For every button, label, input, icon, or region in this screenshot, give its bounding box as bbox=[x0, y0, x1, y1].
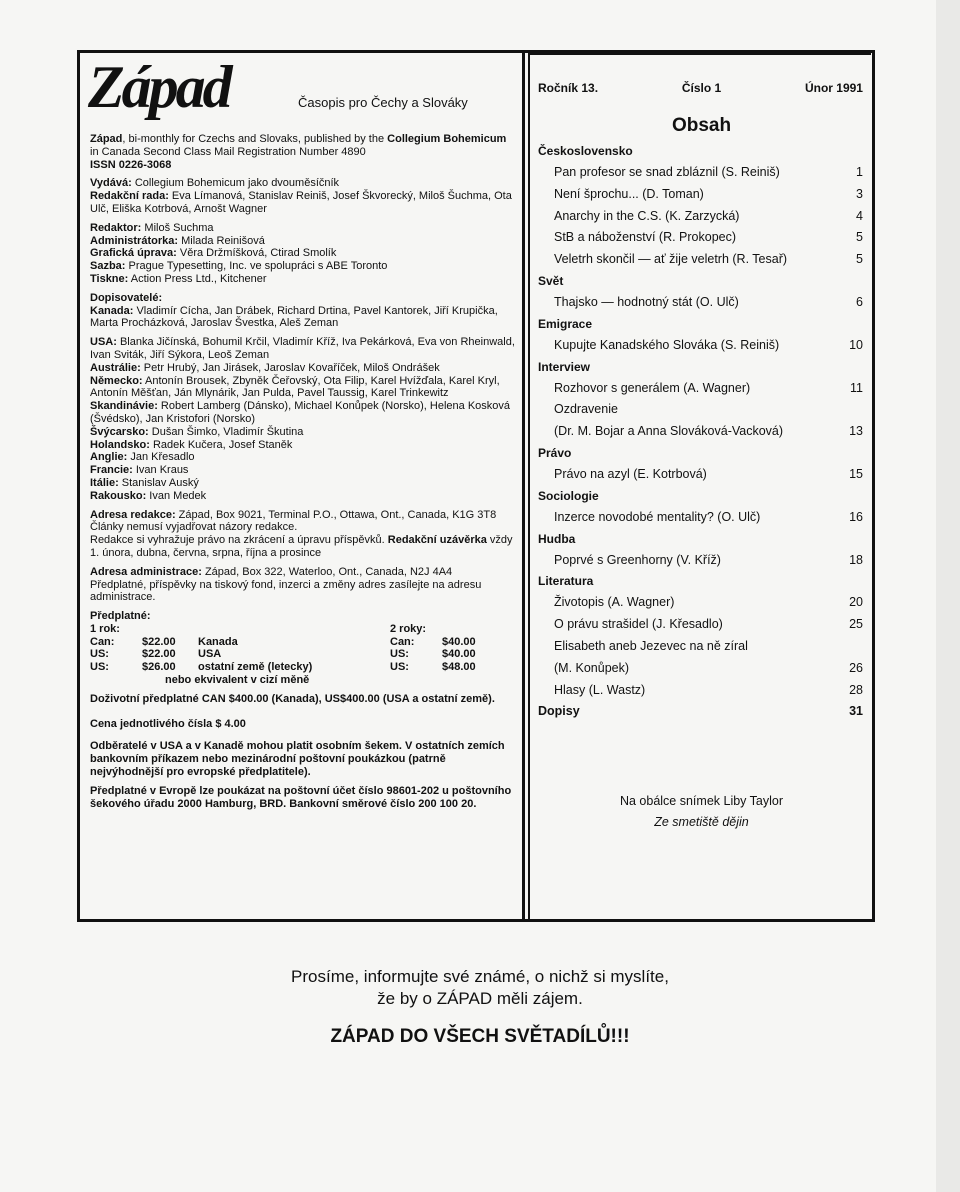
price-row bbox=[390, 648, 510, 661]
volume: Ročník 13. bbox=[538, 81, 599, 95]
issue-info bbox=[538, 81, 863, 95]
rakousko-label: Rakousko: bbox=[90, 489, 147, 502]
intro-bold-2: Collegium Bohemicum bbox=[387, 133, 507, 145]
uzaverka-text: vždy 1. února, dubna, června, srpna, října a prosince bbox=[90, 534, 513, 559]
appeal-line-1: Prosíme, informujte své známé, o nichž si myslíte, bbox=[291, 967, 669, 986]
toc-entry-page: 16 bbox=[849, 509, 863, 524]
toc-section-heading[interactable]: Sociologie bbox=[538, 488, 599, 503]
toc-entry-title: Rozhovor s generálem (A. Wagner) bbox=[554, 380, 751, 395]
redaktor-label: Redaktor: bbox=[90, 221, 142, 234]
toc-entry-page: 28 bbox=[849, 682, 863, 697]
toc-section-heading[interactable]: Hudba bbox=[538, 531, 576, 546]
price-desc: Kanada bbox=[198, 635, 238, 648]
toc-entry[interactable] bbox=[538, 507, 863, 529]
toc-entry-page: 15 bbox=[849, 466, 863, 481]
toc-section-heading[interactable]: Právo bbox=[538, 445, 572, 460]
intro-text-2: in Canada Second Class Mail Registration Number 4890 bbox=[90, 145, 366, 158]
intro-bold-1: Západ bbox=[90, 133, 123, 145]
masthead bbox=[88, 54, 518, 120]
holandsko-text: Radek Kučera, Josef Staněk bbox=[149, 438, 293, 451]
uzaverka-label: Redakční uzávěrka bbox=[384, 534, 487, 547]
rok1-label: 1 rok: bbox=[90, 622, 120, 635]
price-currency: Can: bbox=[390, 635, 415, 648]
rada-text: Eva Límanová, Stanislav Reiniš, Josef Škvorecký, Miloš Šuchma, Ota Ulč, Eliška Kotrbová, Arnošt Wagner bbox=[90, 190, 512, 215]
toc-entry[interactable] bbox=[538, 184, 863, 206]
toc-entry-title: Inzerce novodobé mentality? (O. Ulč) bbox=[554, 509, 761, 524]
price-table bbox=[90, 623, 516, 687]
vydava-text: Collegium Bohemicum jako dvouměsíčník bbox=[131, 177, 340, 190]
ekvivalent-note: nebo ekvivalent v cizí měně bbox=[165, 674, 310, 687]
toc-entry[interactable] bbox=[538, 378, 863, 400]
price-col-1year bbox=[90, 623, 390, 687]
toc-entry-page: 11 bbox=[850, 380, 863, 395]
price-value: $40.00 bbox=[442, 648, 476, 661]
toc-entry-page: 5 bbox=[856, 230, 863, 245]
column-divider bbox=[522, 53, 525, 919]
toc-section-entry[interactable] bbox=[538, 701, 863, 723]
imprint-column bbox=[80, 53, 520, 919]
correspondents-paragraph bbox=[90, 292, 516, 330]
toc-entry[interactable] bbox=[538, 162, 863, 184]
toc-entry[interactable] bbox=[538, 335, 863, 357]
single-issue-price: Cena jednotlivého čísla $ 4.00 bbox=[90, 717, 246, 730]
imprint-text bbox=[90, 133, 516, 816]
logo: Západ bbox=[88, 54, 230, 120]
toc-entry-page: 13 bbox=[849, 424, 863, 439]
toc-entry-title: Elisabeth aneb Jezevec na ně zíral bbox=[554, 638, 748, 653]
appeal-line-2: že by o ZÁPAD měli zájem. bbox=[377, 989, 583, 1008]
lifetime-subscription: Doživotní předplatné CAN $400.00 (Kanada), US$400.00 (USA a ostatní země). bbox=[90, 692, 495, 705]
redaktor-text: Miloš Suchma bbox=[141, 221, 214, 234]
toc-entry-title: Anarchy in the C.S. (K. Zarzycká) bbox=[554, 208, 740, 223]
payment-note: Odběratelé v USA a v Kanadě mohou platit osobním šekem. V ostatních zemích bankovním příkazem nebo mezinárodní poštovní poukázkou (patrně nejvýhodnější pro evropské předplatitele). bbox=[90, 740, 505, 779]
clanky-note: Články nemusí vyjadřovat názory redakce. bbox=[90, 521, 298, 534]
toc-entry[interactable] bbox=[538, 680, 863, 702]
toc-section-heading[interactable]: Emigrace bbox=[538, 316, 593, 331]
toc-entry-title: Pan profesor se snad zbláznil (S. Reiniš) bbox=[554, 165, 780, 179]
toc-entry[interactable] bbox=[538, 464, 863, 486]
international-paragraph bbox=[90, 336, 516, 502]
price-desc: ostatní země (letecky) bbox=[198, 661, 313, 674]
adresa-red-text: Západ, Box 9021, Terminal P.O., Ottawa, Ont., Canada, K1G 3T8 bbox=[175, 508, 497, 521]
price-value: $22.00 bbox=[142, 635, 176, 648]
francie-text: Ivan Kraus bbox=[132, 464, 189, 477]
toc-entry-page: 4 bbox=[856, 208, 863, 223]
cover-credit bbox=[530, 791, 871, 833]
toc-entry[interactable] bbox=[538, 636, 863, 658]
sazba-label: Sazba: bbox=[90, 260, 126, 273]
toc-entry-page bbox=[841, 399, 863, 421]
toc-entry-page: 5 bbox=[856, 252, 863, 267]
admin-address-paragraph bbox=[90, 566, 516, 604]
appeal-slogan: ZÁPAD DO VŠECH SVĚTADÍLŮ!!! bbox=[330, 1026, 630, 1047]
price-desc: USA bbox=[198, 648, 222, 661]
australie-label: Austrálie: bbox=[90, 361, 141, 374]
europe-payment-note: Předplatné v Evropě lze poukázat na poštovní účet číslo 98601-202 u poštovního šekového úřadu 2000 Hamburg, BRD. Bankovní směrové číslo 200 100 20. bbox=[90, 784, 512, 810]
graficka-text: Věra Držmíšková, Ctirad Smolík bbox=[176, 247, 337, 260]
price-currency: US: bbox=[390, 648, 409, 661]
italie-label: Itálie: bbox=[90, 476, 119, 489]
intro-paragraph bbox=[90, 133, 516, 171]
kanada-text: Vladimír Cícha, Jan Drábek, Richard Drtina, Pavel Kantorek, Jiří Krupička, Marta Procházková, Jaroslav Švestka, Aleš Zeman bbox=[90, 304, 498, 330]
nemecko-text: Antonín Brousek, Zbyněk Čeřovský, Ota Filip, Karel Hvížďala, Karel Kryl, Antonín Měšťan, Ján Mlynárik, Jan Pulda, Pavel Taussig, Karel Trinkewitz bbox=[90, 374, 500, 400]
price-row bbox=[90, 661, 390, 674]
rok2-label: 2 roky: bbox=[390, 622, 427, 635]
toc-entry-page: 18 bbox=[849, 552, 863, 567]
toc-entry-title: Životopis (A. Wagner) bbox=[554, 595, 675, 610]
toc-entry-title: Thajsko — hodnotný stát (O. Ulč) bbox=[554, 294, 739, 309]
toc-entry-page: 31 bbox=[849, 704, 863, 719]
price-value: $40.00 bbox=[442, 635, 476, 648]
toc-entry-title: O právu strašidel (J. Křesadlo) bbox=[554, 617, 723, 632]
anglie-label: Anglie: bbox=[90, 451, 128, 464]
price-currency: US: bbox=[390, 661, 409, 674]
toc-entry[interactable] bbox=[538, 292, 863, 314]
price-row bbox=[90, 648, 390, 661]
kanada-label: Kanada: bbox=[90, 304, 134, 317]
italie-text: Stanislav Auský bbox=[118, 476, 199, 489]
toc-entry-page: 25 bbox=[849, 617, 863, 632]
toc-entry[interactable] bbox=[538, 249, 863, 271]
price-currency: US: bbox=[90, 648, 109, 661]
tiskne-text: Action Press Ltd., Kitchener bbox=[128, 272, 267, 285]
nemecko-label: Německo: bbox=[90, 374, 143, 387]
table-of-contents bbox=[538, 141, 863, 723]
graficka-label: Grafická úprava: bbox=[90, 247, 177, 260]
dopisovatele-label: Dopisovatelé: bbox=[90, 291, 163, 304]
price-row bbox=[390, 661, 510, 674]
rakousko-text: Ivan Medek bbox=[146, 489, 207, 502]
cover-title: Ze smetiště dějin bbox=[654, 815, 749, 829]
price-currency: Can: bbox=[90, 635, 115, 648]
toc-section-heading[interactable]: Interview bbox=[538, 359, 591, 374]
toc-entry-page: 20 bbox=[849, 595, 863, 610]
price-row bbox=[90, 636, 390, 649]
price-currency: US: bbox=[90, 661, 109, 674]
toc-entry-title: Dopisy bbox=[538, 704, 580, 719]
toc-entry-title: Právo na azyl (E. Kotrbová) bbox=[554, 466, 707, 481]
toc-entry-page bbox=[841, 636, 863, 658]
svycarsko-text: Dušan Šimko, Vladimír Škutina bbox=[148, 425, 304, 438]
predplatne-text: Předplatné, příspěvky na tiskový fond, inzerci a změny adres zasílejte na adresu administrace. bbox=[90, 578, 482, 604]
price-value: $48.00 bbox=[442, 661, 476, 674]
toc-entry-title: Ozdravenie bbox=[554, 402, 618, 417]
price-value: $22.00 bbox=[142, 648, 176, 661]
intro-text-1: , bi-monthly for Czechs and Slovaks, published by the bbox=[122, 133, 388, 145]
predplatne-label: Předplatné: bbox=[90, 610, 151, 623]
redakce-note: Redakce si vyhražuje právo na zkrácení a úpravu příspěvků. bbox=[90, 534, 385, 547]
staff-paragraph bbox=[90, 177, 516, 215]
editorial-address-paragraph bbox=[90, 509, 516, 560]
rada-label: Redakční rada: bbox=[90, 190, 169, 203]
anglie-text: Jan Křesadlo bbox=[127, 451, 195, 464]
toc-entry-page: 3 bbox=[856, 186, 863, 201]
toc-entry[interactable] bbox=[538, 206, 863, 228]
price-col-2years bbox=[390, 623, 510, 687]
toc-entry-page: 10 bbox=[849, 337, 863, 352]
tiskne-label: Tiskne: bbox=[90, 272, 129, 285]
usa-text: Blanka Jičínská, Bohumil Krčil, Vladimír Kříž, Iva Pekárková, Eva von Rheinwald, Ivan Sviták, Jiří Sýkora, Leoš Zeman bbox=[90, 336, 515, 361]
toc-entry-page: 1 bbox=[856, 165, 863, 179]
adresa-adm-text: Západ, Box 322, Waterloo, Ont., Canada, N2J 4A4 bbox=[201, 565, 453, 578]
toc-entry[interactable] bbox=[538, 227, 863, 249]
toc-entry-title: Není šprochu... (D. Toman) bbox=[554, 186, 704, 201]
cover-credit-line: Na obálce snímek Liby Taylor bbox=[619, 794, 784, 808]
holandsko-label: Holandsko: bbox=[90, 438, 150, 451]
toc-entry[interactable] bbox=[538, 421, 863, 443]
toc-entry[interactable] bbox=[538, 592, 863, 614]
issn: ISSN 0226-3068 bbox=[90, 158, 172, 171]
toc-entry-page: 26 bbox=[849, 660, 863, 675]
price-value: $26.00 bbox=[142, 661, 176, 674]
vydava-label: Vydává: bbox=[90, 177, 132, 190]
admin-text: Milada Reinišová bbox=[178, 234, 265, 247]
toc-entry[interactable] bbox=[538, 550, 863, 572]
contents-title: Obsah bbox=[671, 115, 732, 136]
toc-entry[interactable] bbox=[538, 614, 863, 636]
skandinavie-text: Robert Lamberg (Dánsko), Michael Konůpek (Norsko), Helena Kosková (Švédsko), Jan Kristofori (Norsko) bbox=[90, 400, 511, 425]
toc-entry-title: StB a náboženství (R. Prokopec) bbox=[554, 230, 737, 245]
bottom-appeal bbox=[0, 966, 960, 1048]
sazba-text: Prague Typesetting, Inc. ve spolupráci s ABE Toronto bbox=[125, 260, 388, 273]
usa-label: USA: bbox=[90, 336, 117, 349]
issue-date: Únor 1991 bbox=[804, 81, 863, 95]
toc-entry-title: Hlasy (L. Wastz) bbox=[554, 682, 646, 697]
francie-label: Francie: bbox=[90, 464, 133, 477]
price-row bbox=[390, 636, 510, 649]
toc-section-heading[interactable]: Svět bbox=[538, 273, 564, 288]
australie-text: Petr Hrubý, Jan Jirásek, Jaroslav Kovaříček, Miloš Ondrášek bbox=[140, 361, 440, 374]
toc-section-heading[interactable]: Československo bbox=[538, 144, 633, 158]
production-paragraph bbox=[90, 222, 516, 286]
contents-column bbox=[528, 53, 871, 919]
toc-entry-page: 6 bbox=[856, 294, 863, 309]
skandinavie-label: Skandinávie: bbox=[90, 400, 158, 413]
toc-entry-title: (Dr. M. Bojar a Anna Slováková-Vacková) bbox=[554, 424, 784, 439]
toc-entry[interactable] bbox=[538, 658, 863, 680]
adresa-adm-label: Adresa administrace: bbox=[90, 565, 202, 578]
tagline: Časopis pro Čechy a Slováky bbox=[298, 95, 468, 110]
toc-entry-title: Kupujte Kanadského Slováka (S. Reiniš) bbox=[554, 337, 780, 352]
toc-entry-title: (M. Konůpek) bbox=[554, 660, 630, 675]
toc-entry-title: Poprvé s Greenhorny (V. Kříž) bbox=[554, 552, 721, 567]
toc-section-heading[interactable]: Literatura bbox=[538, 574, 594, 589]
toc-entry[interactable] bbox=[538, 399, 863, 421]
issue-number: Číslo 1 bbox=[681, 81, 722, 95]
admin-label: Administrátorka: bbox=[90, 234, 179, 247]
toc-entry-title: Veletrh skončil — ať žije veletrh (R. Tesař) bbox=[554, 252, 788, 267]
svycarsko-label: Švýcarsko: bbox=[90, 425, 149, 438]
adresa-red-label: Adresa redakce: bbox=[90, 508, 176, 521]
